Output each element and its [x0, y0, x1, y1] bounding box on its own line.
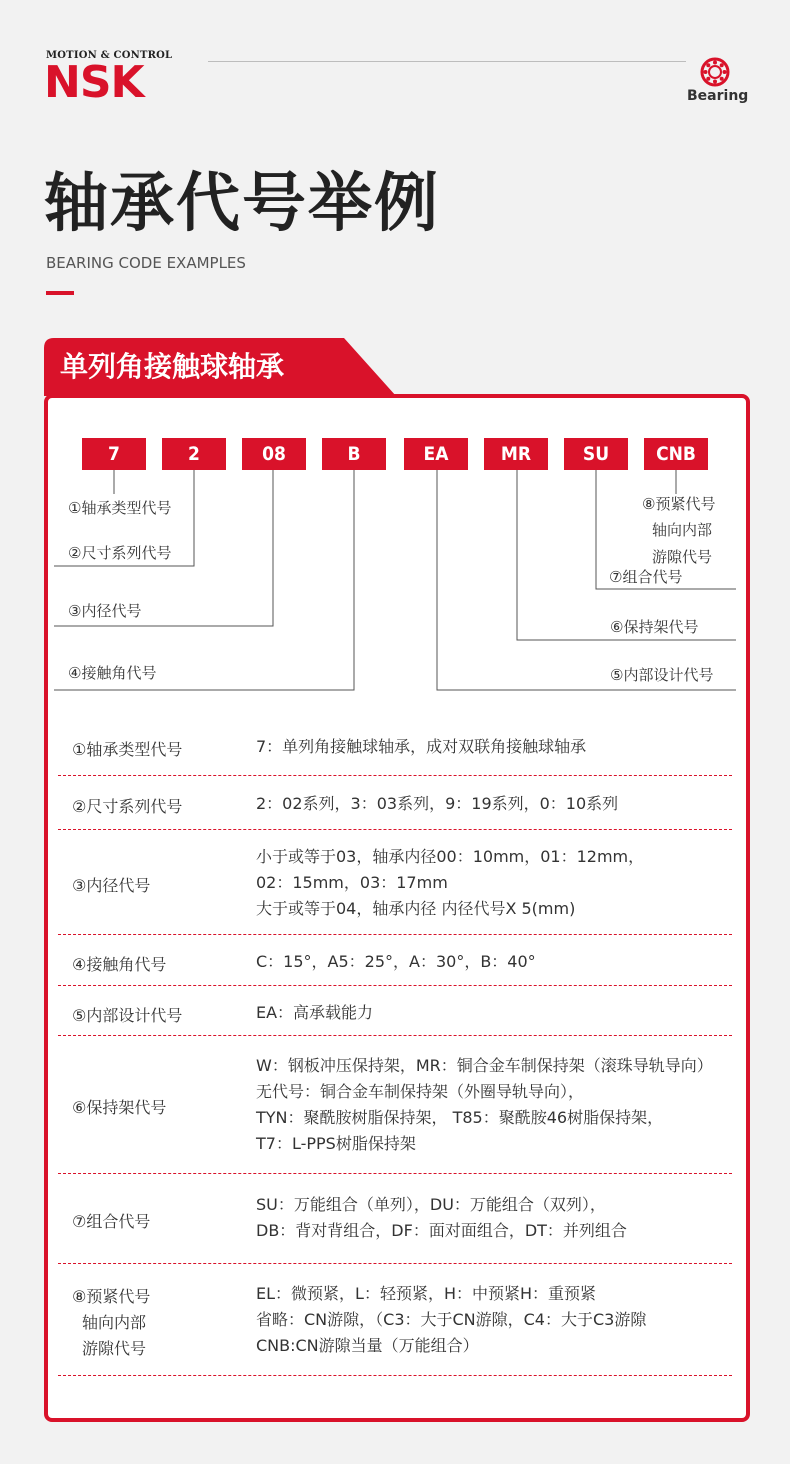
diagram-label-internal: ⑤内部设计代号 — [610, 666, 714, 684]
table-row-value: 省略：CN游隙，（C3：大于CN游隙，C4：大于C3游隙 — [256, 1310, 647, 1329]
code-box-dimension: 2 — [162, 438, 226, 470]
diagram-label-preload-line2: 轴向内部 — [652, 521, 713, 539]
table-row-value: 大于或等于04，轴承内径 内径代号X 5(mm) — [256, 899, 576, 918]
table-row-value: SU：万能组合（单列），DU：万能组合（双列）， — [256, 1195, 606, 1214]
table-row-value: C：15°，A5：25°，A：30°，B：40° — [256, 952, 536, 971]
diagram-label-dimension: ②尺寸系列代号 — [68, 544, 172, 562]
row-divider — [58, 829, 732, 830]
diagram-label-cage: ⑥保持架代号 — [610, 618, 699, 636]
table-row-value: W：钢板冲压保持架，MR：铜合金车制保持架（滚珠导轨导向） — [256, 1056, 713, 1075]
table-row-value: DB：背对背组合，DF：面对面组合，DT：并列组合 — [256, 1221, 627, 1240]
row-divider — [58, 1263, 732, 1264]
page-title: 轴承代号举例 — [44, 167, 440, 241]
row-divider — [58, 934, 732, 935]
brand-logo: NSK — [44, 57, 144, 108]
table-row-label: ②尺寸系列代号 — [72, 797, 183, 816]
table-row-value: TYN：聚酰胺树脂保持架， T85：聚酰胺46树脂保持架， — [256, 1108, 664, 1127]
code-box-combination: SU — [564, 438, 628, 470]
diagram-label-combination: ⑦组合代号 — [609, 568, 683, 586]
diagram-label-type: ①轴承类型代号 — [68, 499, 172, 517]
table-row-label: ④接触角代号 — [72, 955, 167, 974]
code-box-contact: B — [322, 438, 386, 470]
table-row-value: 2：02系列，3：03系列，9：19系列，0：10系列 — [256, 794, 619, 813]
row-divider — [58, 1375, 732, 1376]
table-row-label: ⑤内部设计代号 — [72, 1006, 183, 1025]
row-divider — [58, 1173, 732, 1174]
row-divider — [58, 985, 732, 986]
code-box-preload: CNB — [644, 438, 708, 470]
section-title: 单列角接触球轴承 — [60, 350, 285, 383]
brand-tagline: MOTION & CONTROL — [46, 50, 173, 61]
table-row-value: CNB:CN游隙当量（万能组合） — [256, 1336, 479, 1355]
table-row-value: 02：15mm，03：17mm — [256, 873, 448, 892]
table-row-label: ⑥保持架代号 — [72, 1098, 167, 1117]
table-row-value: 小于或等于03，轴承内径00：10mm，01：12mm， — [256, 847, 645, 866]
code-box-bore: 08 — [242, 438, 306, 470]
table-row-value: EA：高承载能力 — [256, 1003, 374, 1022]
table-row-label: ⑧预紧代号 — [72, 1287, 151, 1306]
diagram-label-bore: ③内径代号 — [68, 602, 142, 620]
table-row-label: ⑦组合代号 — [72, 1212, 151, 1231]
row-divider — [58, 1035, 732, 1036]
bearing-label: Bearing — [687, 88, 749, 104]
page-subtitle: BEARING CODE EXAMPLES — [46, 254, 246, 272]
table-row-label: 轴向内部 — [82, 1313, 147, 1332]
table-row-value: T7：L-PPS树脂保持架 — [256, 1134, 416, 1153]
table-row-value: 无代号：铜合金车制保持架（外圈导轨导向）， — [256, 1082, 585, 1101]
table-row-value: 7：单列角接触球轴承，成对双联角接触球轴承 — [256, 737, 587, 756]
table-row-value: EL：微预紧，L：轻预紧，H：中预紧H：重预紧 — [256, 1284, 597, 1303]
diagram-label-preload: ⑧预紧代号 — [642, 495, 716, 513]
diagram-label-contact: ④接触角代号 — [68, 664, 157, 682]
code-box-type: 7 — [82, 438, 146, 470]
code-box-cage: MR — [484, 438, 548, 470]
table-row-label: ①轴承类型代号 — [72, 740, 183, 759]
diagram-label-preload-line3: 游隙代号 — [652, 548, 713, 566]
table-row-label: ③内径代号 — [72, 876, 151, 895]
table-row-label: 游隙代号 — [82, 1339, 147, 1358]
row-divider — [58, 775, 732, 776]
code-box-internal: EA — [404, 438, 468, 470]
